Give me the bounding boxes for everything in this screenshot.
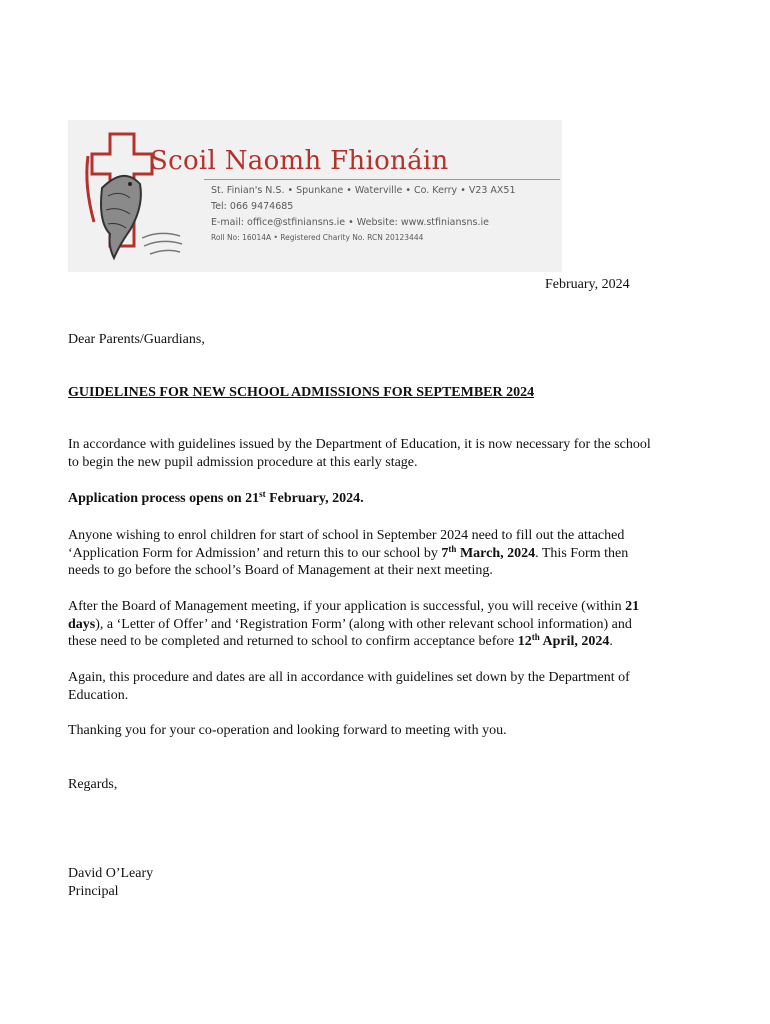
- paragraph-thanks: Thanking you for your co-operation and looking forward to meeting with you.: [68, 723, 507, 738]
- application-opens-prefix: Application process opens on 21: [68, 491, 260, 506]
- application-opens-sup: st: [259, 489, 266, 499]
- acceptance-sup: th: [531, 632, 540, 642]
- acceptance-date: April, 2024: [539, 634, 610, 649]
- salutation: Dear Parents/Guardians,: [68, 332, 205, 347]
- paragraph-text: . This Form then: [535, 545, 629, 561]
- paragraph-line: [68, 598, 639, 616]
- letter-date: February, 2024: [545, 277, 630, 292]
- acceptance-day: 12: [517, 634, 532, 649]
- deadline-day: 7: [441, 545, 449, 561]
- letter-heading: GUIDELINES FOR NEW SCHOOL ADMISSIONS FOR SEPTEMBER 2024: [68, 385, 535, 400]
- school-address: St. Finian's N.S. • Spunkane • Waterville • Co. Kerry • V23 AX51: [211, 185, 516, 196]
- paragraph-text: .: [609, 634, 613, 649]
- paragraph-line: Again, this procedure and dates are all in accordance with guidelines set down by the Department of: [68, 670, 630, 685]
- offer-days-number: 21: [625, 599, 640, 614]
- paragraph-text: ), a ‘Letter of Offer’ and ‘Registration Form’ (along with other relevant school information) and: [95, 616, 632, 632]
- deadline-date: March, 2024: [456, 545, 536, 561]
- paragraph-line: Anyone wishing to enrol children for start of school in September 2024 need to fill out the attached: [68, 528, 625, 543]
- school-email-website: E-mail: office@stfiniansns.ie • Website: www.stfiniansns.ie: [211, 217, 489, 228]
- paragraph-line: In accordance with guidelines issued by the Department of Education, it is now necessary for the school: [68, 437, 651, 452]
- letterhead: [68, 120, 562, 272]
- paragraph-line: [68, 545, 628, 563]
- paragraph-application: [68, 527, 628, 580]
- deadline-sup: th: [448, 543, 457, 554]
- letterhead-rule: [204, 179, 560, 180]
- paragraph-guidelines: [68, 669, 630, 704]
- paragraph-text: these need to be completed and returned to school to confirm acceptance before: [68, 634, 518, 649]
- application-opens: [68, 490, 364, 508]
- paragraph-line: needs to go before the school’s Board of Management at their next meeting.: [68, 563, 493, 578]
- application-opens-suffix: February, 2024.: [265, 491, 364, 506]
- school-name: Scoil Naomh Fhionáin: [150, 146, 449, 176]
- paragraph-intro: [68, 436, 651, 471]
- offer-days-word: days: [68, 616, 96, 632]
- paragraph-line: [68, 633, 639, 651]
- school-phone: Tel: 066 9474685: [211, 201, 294, 212]
- paragraph-offer: [68, 598, 639, 651]
- paragraph-line: to begin the new pupil admission procedure at this early stage.: [68, 454, 418, 470]
- closing: Regards,: [68, 777, 118, 792]
- signature-title: Principal: [68, 883, 119, 899]
- paragraph-text: After the Board of Management meeting, if your application is successful, you will receive (within: [68, 599, 626, 614]
- paragraph-line: [68, 616, 639, 634]
- signature-name: David O’Leary: [68, 866, 154, 881]
- paragraph-line: Education.: [68, 687, 129, 703]
- school-registration: Roll No: 16014A • Registered Charity No. RCN 20123444: [211, 233, 424, 242]
- paragraph-text: ‘Application Form for Admission’ and return this to our school by: [68, 545, 442, 561]
- signature-block: [68, 865, 153, 900]
